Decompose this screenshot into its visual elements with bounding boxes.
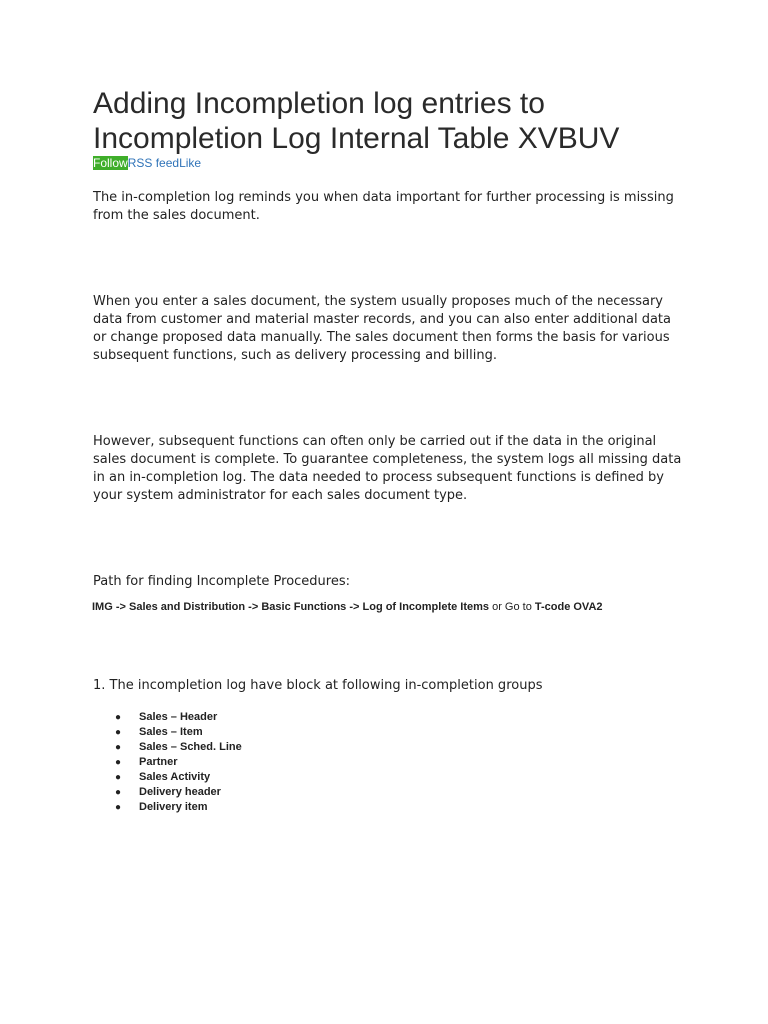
paragraph-sales-document: When you enter a sales document, the system usually proposes much of the necessary data from customer and material master records, and you can also enter additional data or change proposed data manually. The sales document then forms the basis for various subsequent functions, such as delivery processing and billing.: [93, 294, 671, 363]
list-item-label: Sales Activity: [139, 771, 211, 783]
list-item: [93, 725, 683, 740]
groups-list-title: 1. The incompletion log have block at following in-completion groups: [93, 678, 543, 693]
paragraph-completeness: However, subsequent functions can often only be carried out if the data in the original sales document is complete. To guarantee completeness, the system logs all missing data in an in-completion log. The data needed to process subsequent functions is defined by your system administrator for each sales document type.: [93, 434, 682, 503]
bullet-icon: ●: [115, 772, 122, 783]
list-item-label: Delivery header: [139, 786, 221, 798]
list-item: [93, 740, 683, 755]
path-tcode: T-code OVA2: [534, 601, 603, 613]
bullet-icon: ●: [115, 757, 122, 768]
article-title: Adding Incompletion log entries to Incompletion Log Internal Table XVBUV: [93, 87, 620, 155]
list-item: [93, 800, 683, 815]
article: [93, 86, 683, 815]
list-item: [93, 785, 683, 800]
bullet-icon: ●: [115, 712, 122, 723]
path-label: Path for finding Incomplete Procedures:: [93, 574, 351, 589]
list-item-label: Delivery item: [139, 801, 208, 813]
path-log-incomplete-items: Log of Incomplete Items: [362, 601, 490, 613]
incompletion-groups-list: [93, 710, 683, 815]
path-basic-functions: Basic Functions: [261, 601, 347, 613]
img-path: [92, 600, 683, 614]
path-or-text: or Go to: [489, 601, 535, 613]
bullet-icon: ●: [115, 742, 122, 753]
list-item-label: Sales – Item: [139, 726, 203, 738]
follow-button[interactable]: Follow: [93, 156, 128, 170]
list-item: [93, 770, 683, 785]
list-item-label: Sales – Header: [139, 711, 218, 723]
path-img: IMG: [92, 601, 113, 613]
bullet-icon: ●: [115, 802, 122, 813]
path-sales-distribution: Sales and Distribution: [128, 601, 246, 613]
bullet-icon: ●: [115, 727, 122, 738]
list-item: [93, 710, 683, 725]
path-arrow: ->: [346, 601, 363, 613]
bullet-icon: ●: [115, 787, 122, 798]
path-arrow: ->: [112, 601, 129, 613]
list-item-label: Partner: [139, 756, 178, 768]
rss-feed-link[interactable]: RSS feed: [127, 156, 180, 170]
list-item-label: Sales – Sched. Line: [139, 741, 242, 753]
list-item: [93, 755, 683, 770]
social-bar: [93, 156, 683, 170]
paragraph-intro: The in-completion log reminds you when data important for further processing is missing from the sales document.: [93, 190, 674, 223]
path-arrow: ->: [245, 601, 262, 613]
like-link[interactable]: Like: [179, 156, 202, 170]
